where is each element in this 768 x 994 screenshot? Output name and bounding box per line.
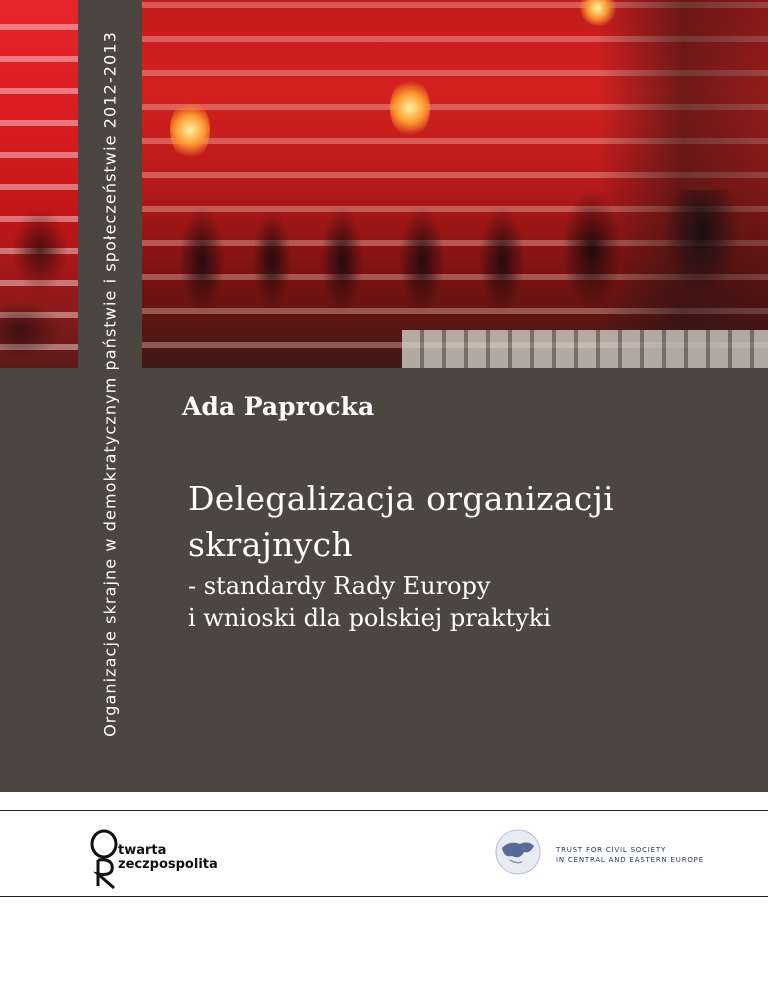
book-subtitle [188,570,748,634]
book-title-line: skrajnych [188,525,353,564]
flare-glow [390,78,430,138]
divider-top [0,810,768,811]
series-title: Organizacje skrajne w demokratycznym państwie i społeczeństwie 2012-2013 [100,31,120,737]
cover-photo-left-strip [0,0,78,368]
divider-bottom [0,896,768,897]
book-subtitle-line: - standardy Rady Europy [188,572,491,600]
photo-shadow [598,0,768,368]
otwarta-rzeczpospolita-logo [88,828,238,890]
trust-text-line1: TRUST FOR CIVIL SOCIETY [556,846,667,854]
logo-text-rzeczpospolita: zeczpospolita [118,857,218,872]
logo-text-otwarta: twarta [118,843,167,858]
cover-photo-stadium [142,0,768,368]
stadium-seats [402,330,768,368]
flare-glow [170,100,210,160]
book-subtitle-line: i wnioski dla polskiej praktyki [188,604,551,632]
book-title [188,476,748,568]
book-title-line: Delegalizacja organizacji [188,479,614,518]
author-name: Ada Paprocka [182,392,375,421]
trust-text-line2: IN CENTRAL AND EASTERN EUROPE [556,856,704,864]
globe-map-icon [490,826,546,878]
trust-civil-society-logo [490,826,710,878]
